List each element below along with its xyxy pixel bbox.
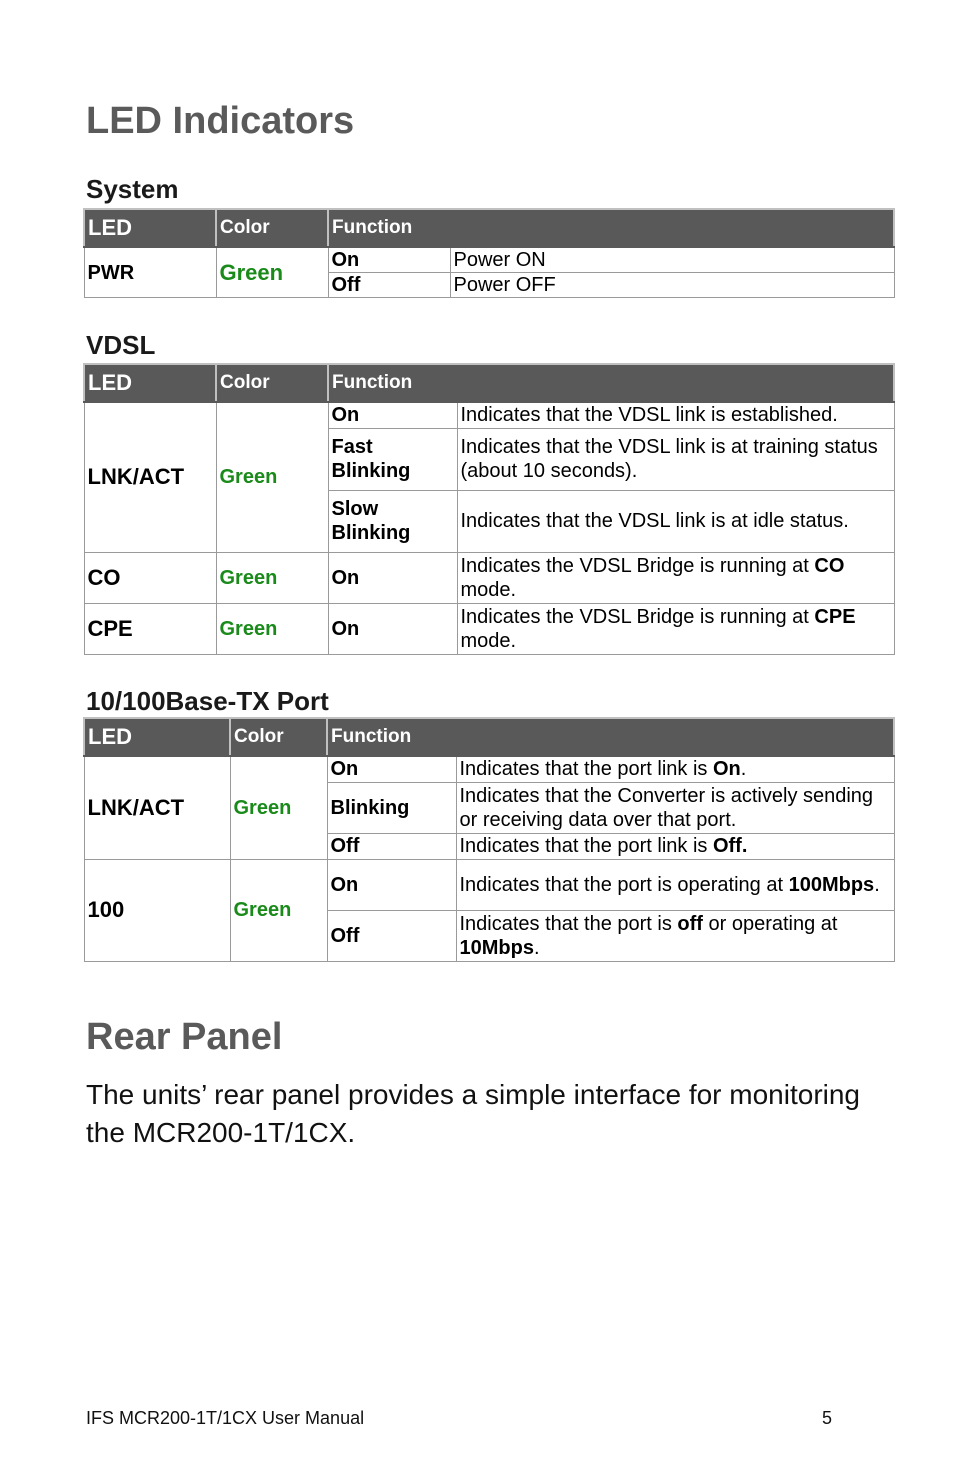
led-description: Indicates that the port link is On. — [456, 756, 894, 782]
led-description: Indicates that the VDSL link is at idle status. — [457, 490, 894, 552]
port-led-table — [83, 717, 895, 962]
header-led: LED — [84, 364, 216, 402]
table-header-row — [84, 364, 894, 402]
led-state: On — [328, 247, 450, 273]
led-color: Green — [216, 402, 328, 552]
led-name: CO — [84, 552, 216, 603]
led-description: Indicates that the VDSL link is established. — [457, 402, 894, 428]
header-led: LED — [84, 718, 230, 756]
rear-panel-heading: Rear Panel — [86, 1016, 283, 1058]
table-row — [84, 552, 894, 603]
rear-panel-text: The units’ rear panel provides a simple interface for monitoring the MCR200-1T/1CX. — [86, 1079, 861, 1148]
header-function: Function — [328, 364, 894, 402]
led-color: Green — [216, 247, 328, 298]
led-name: 100 — [84, 859, 230, 961]
system-heading: System — [86, 174, 179, 204]
led-color: Green — [216, 603, 328, 654]
table-row — [84, 402, 894, 428]
led-description: Indicates the VDSL Bridge is running at CPE mode. — [457, 603, 894, 654]
led-description: Indicates that the VDSL link is at training status (about 10 seconds). — [457, 428, 894, 490]
system-led-table — [83, 208, 895, 298]
led-name: LNK/ACT — [84, 402, 216, 552]
table-row — [84, 859, 894, 910]
led-name: LNK/ACT — [84, 756, 230, 859]
led-description: Indicates that the port is off or operating at 10Mbps. — [456, 910, 894, 961]
led-name: CPE — [84, 603, 216, 654]
led-color: Green — [230, 859, 327, 961]
header-color: Color — [216, 209, 328, 247]
led-state: Off — [327, 910, 456, 961]
led-state: Off — [328, 273, 450, 298]
led-state: Slow Blinking — [328, 490, 457, 552]
vdsl-led-table — [83, 363, 895, 655]
table-row — [84, 247, 894, 273]
header-led: LED — [84, 209, 216, 247]
led-description: Indicates that the Converter is actively sending or receiving data over that port. — [456, 782, 894, 833]
led-state: On — [328, 402, 457, 428]
table-row — [84, 603, 894, 654]
led-color: Green — [216, 552, 328, 603]
port-heading: 10/100Base-TX Port — [86, 686, 329, 716]
led-state: On — [328, 603, 457, 654]
led-description: Indicates that the port is operating at 100Mbps. — [456, 859, 894, 910]
led-name: PWR — [84, 247, 216, 298]
led-state: On — [327, 859, 456, 910]
footer-manual-title: IFS MCR200-1T/1CX User Manual — [86, 1408, 365, 1428]
led-color: Green — [230, 756, 327, 859]
header-function: Function — [328, 209, 894, 247]
led-state: On — [327, 756, 456, 782]
header-function: Function — [327, 718, 894, 756]
led-state: Blinking — [327, 782, 456, 833]
table-header-row — [84, 718, 894, 756]
led-description: Power OFF — [450, 273, 894, 298]
table-header-row — [84, 209, 894, 247]
led-description: Indicates that the port link is Off. — [456, 833, 894, 859]
led-state: Fast Blinking — [328, 428, 457, 490]
page-title: LED Indicators — [86, 100, 355, 142]
vdsl-heading: VDSL — [86, 330, 156, 360]
led-state: Off — [327, 833, 456, 859]
header-color: Color — [230, 718, 327, 756]
table-row — [84, 756, 894, 782]
led-description: Indicates the VDSL Bridge is running at CO mode. — [457, 552, 894, 603]
footer-page-number: 5 — [822, 1408, 833, 1428]
led-description: Power ON — [450, 247, 894, 273]
header-color: Color — [216, 364, 328, 402]
led-state: On — [328, 552, 457, 603]
